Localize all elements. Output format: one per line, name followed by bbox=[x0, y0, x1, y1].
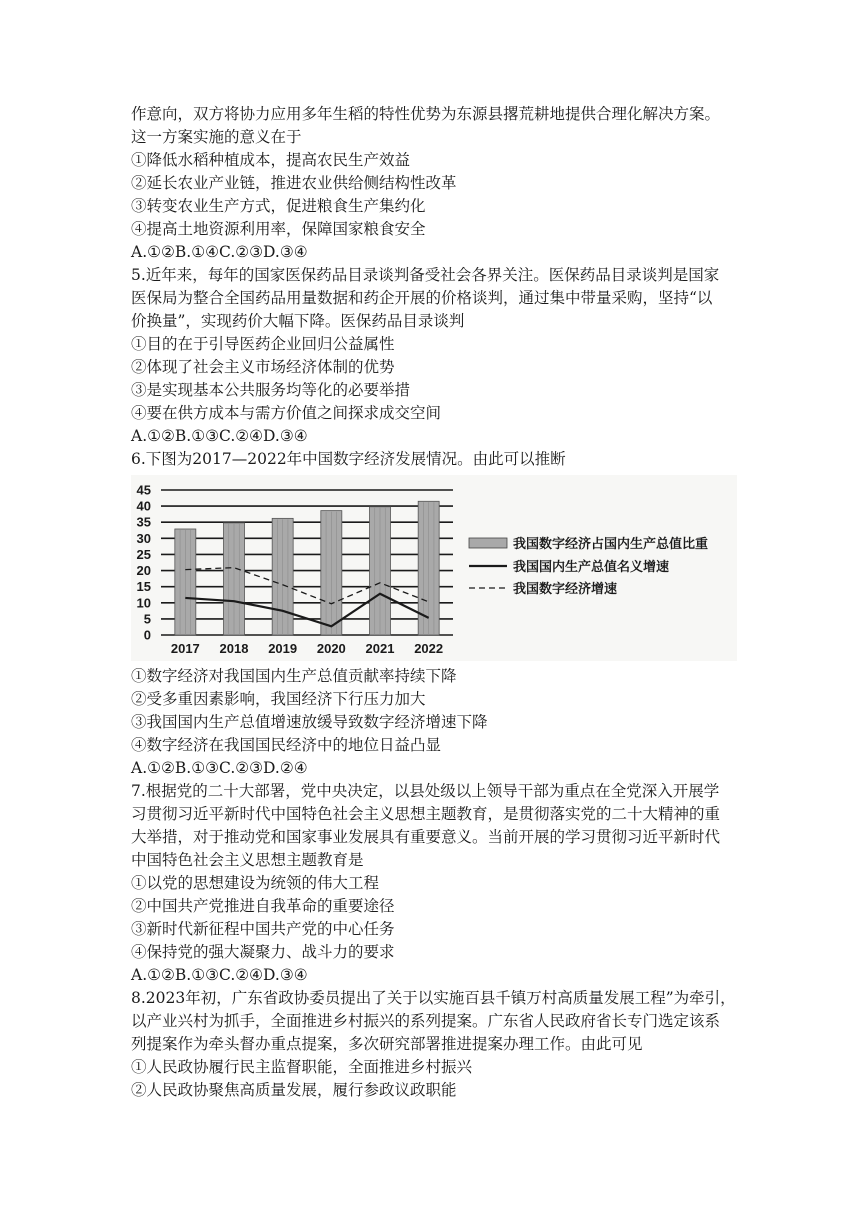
option-line: ②体现了社会主义市场经济体制的优势 bbox=[131, 358, 395, 376]
answer-choices: A.①②B.①③C.②③D.②④ bbox=[131, 759, 308, 777]
exam-page bbox=[131, 103, 771, 1102]
option-line: ①数字经济对我国国内生产总值贡献率持续下降 bbox=[131, 667, 457, 685]
x-tick-label: 2018 bbox=[219, 641, 249, 656]
text-line: 7.根据党的二十大部署，党中央决定，以县处级以上领导干部为重点在全党深入开展学 bbox=[131, 782, 720, 800]
x-tick-label: 2019 bbox=[268, 641, 298, 656]
text-line: 医保局为整合全国药品用量数据和药企开展的价格谈判，通过集中带量采购，坚持“以 bbox=[131, 289, 713, 307]
y-tick-label: 35 bbox=[136, 514, 151, 530]
y-tick-label: 0 bbox=[143, 627, 151, 643]
option-line: ②延长农业产业链，推进农业供给侧结构性改革 bbox=[131, 174, 457, 192]
text-line: 以产业兴村为抓手，全面推进乡村振兴的系列提案。广东省人民政府省长专门选定该系 bbox=[131, 1012, 721, 1030]
answer-choices: A.①②B.①③C.②④D.③④ bbox=[131, 966, 308, 984]
option-line: ④数字经济在我国国民经济中的地位日益凸显 bbox=[131, 736, 442, 754]
question-6 bbox=[131, 448, 771, 780]
question-7 bbox=[131, 780, 771, 987]
answer-choices: A.①②B.①④C.②③D.③④ bbox=[131, 243, 308, 261]
y-tick-label: 40 bbox=[136, 498, 151, 514]
question-8 bbox=[131, 987, 771, 1102]
text-line: 作意向，双方将协力应用多年生稻的特性优势为东源县撂荒耕地提供合理化解决方案。 bbox=[131, 105, 721, 123]
text-line: 大举措，对于推动党和国家事业发展具有重要意义。当前开展的学习贯彻习近平新时代 bbox=[131, 828, 721, 846]
text-line: 中国特色社会主义思想主题教育是 bbox=[131, 851, 364, 869]
answer-choices: A.①②B.①③C.②④D.③④ bbox=[131, 427, 308, 445]
option-line: ②人民政协聚焦高质量发展，履行参政议政职能 bbox=[131, 1081, 457, 1099]
option-line: ③新时代新征程中国共产党的中心任务 bbox=[131, 920, 395, 938]
text-line: 5.近年来，每年的国家医保药品目录谈判备受社会各界关注。医保药品目录谈判是国家 bbox=[131, 266, 720, 284]
legend-label: 我国数字经济占国内生产总值比重 bbox=[513, 536, 709, 551]
text-line: 习贯彻习近平新时代中国特色社会主义思想主题教育，是贯彻落实党的二十大精神的重 bbox=[131, 805, 721, 823]
text-line: 这一方案实施的意义在于 bbox=[131, 128, 302, 146]
y-tick-label: 10 bbox=[136, 595, 151, 611]
option-line: ④要在供方成本与需方价值之间探求成交空间 bbox=[131, 404, 442, 422]
y-tick-label: 45 bbox=[136, 482, 151, 498]
option-line: ④提高土地资源利用率，保障国家粮食安全 bbox=[131, 220, 426, 238]
text-line: 列提案作为牵头督办重点提案，多次研究部署推进提案办理工作。由此可见 bbox=[131, 1035, 643, 1053]
y-tick-label: 15 bbox=[136, 579, 151, 595]
question-5 bbox=[131, 264, 771, 448]
text-line: 8.2023年初，广东省政协委员提出了关于以实施百县千镇万村高质量发展工程”为牵引， bbox=[131, 989, 736, 1007]
question-4-tail bbox=[131, 103, 771, 264]
chart-svg bbox=[131, 475, 737, 661]
text-line: 价换量”，实现药价大幅下降。医保药品目录谈判 bbox=[131, 312, 465, 330]
option-line: ①目的在于引导医药企业回归公益属性 bbox=[131, 335, 395, 353]
option-line: ③我国国内生产总值增速放缓导致数字经济增速下降 bbox=[131, 713, 488, 731]
x-tick-label: 2017 bbox=[170, 641, 200, 656]
option-line: ③转变农业生产方式，促进粮食生产集约化 bbox=[131, 197, 426, 215]
option-line: ①降低水稻种植成本，提高农民生产效益 bbox=[131, 151, 411, 169]
legend-bar-swatch bbox=[469, 538, 507, 548]
option-line: ②中国共产党推进自我革命的重要途径 bbox=[131, 897, 395, 915]
option-line: ③是实现基本公共服务均等化的必要举措 bbox=[131, 381, 411, 399]
question-stem: 6.下图为2017—2022年中国数字经济发展情况。由此可以推断 bbox=[131, 450, 566, 468]
x-tick-label: 2021 bbox=[365, 641, 395, 656]
y-tick-label: 20 bbox=[136, 563, 151, 579]
option-line: ②受多重因素影响，我国经济下行压力加大 bbox=[131, 690, 426, 708]
option-line: ①人民政协履行民主监督职能，全面推进乡村振兴 bbox=[131, 1058, 473, 1076]
digital-economy-chart bbox=[131, 475, 737, 661]
x-tick-label: 2020 bbox=[316, 641, 346, 656]
y-tick-label: 30 bbox=[136, 530, 151, 546]
y-tick-label: 5 bbox=[143, 611, 151, 627]
option-line: ①以党的思想建设为统领的伟大工程 bbox=[131, 874, 380, 892]
option-line: ④保持党的强大凝聚力、战斗力的要求 bbox=[131, 943, 395, 961]
x-tick-label: 2022 bbox=[414, 641, 444, 656]
legend-label: 我国数字经济增速 bbox=[513, 581, 618, 596]
legend-label: 我国国内生产总值名义增速 bbox=[513, 559, 670, 574]
y-tick-label: 25 bbox=[136, 546, 151, 562]
